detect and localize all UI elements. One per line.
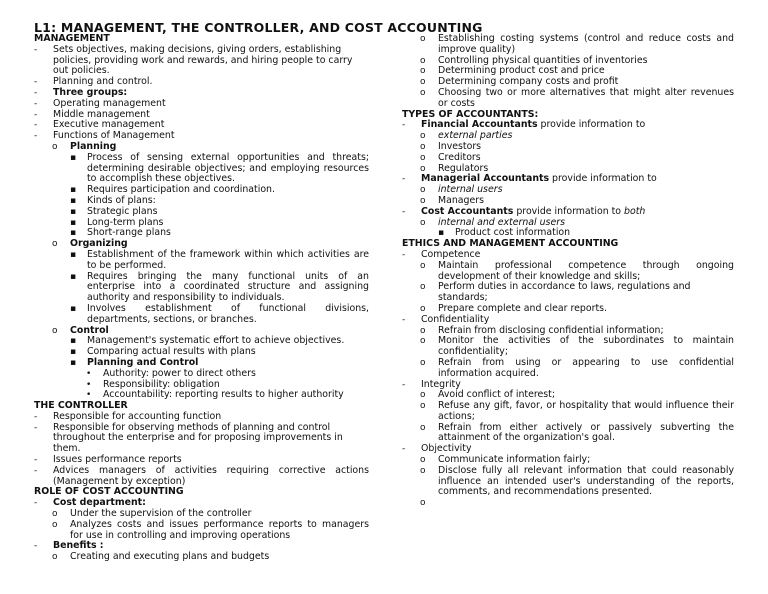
item-text: Planning and control. bbox=[53, 76, 153, 88]
circle-bullet: o bbox=[420, 282, 426, 293]
circle-bullet: o bbox=[420, 217, 426, 228]
list-item bbox=[402, 34, 734, 56]
circle-bullet: o bbox=[420, 465, 426, 476]
item-text: Involves establishment of functional divisions, departments, sections, or branches. bbox=[87, 302, 369, 325]
item-text: Benefits : bbox=[53, 540, 104, 552]
item-text: Establishment of the framework within which activities are to be performed. bbox=[87, 248, 369, 271]
item-text: Comparing actual results with plans bbox=[87, 346, 256, 358]
item-text: Operating management bbox=[53, 97, 166, 109]
item-text: Avoid conflict of interest; bbox=[438, 389, 555, 401]
dash-bullet: - bbox=[34, 109, 38, 120]
square-bullet: ▪ bbox=[70, 303, 77, 314]
item-text: Accountability: reporting results to higher authority bbox=[103, 389, 344, 401]
item-text: Determining product cost and price bbox=[438, 65, 605, 77]
item-text: ROLE OF COST ACCOUNTING bbox=[34, 486, 184, 498]
item-text: external parties bbox=[438, 130, 513, 142]
square-bullet: ▪ bbox=[70, 185, 77, 196]
dash-bullet: - bbox=[34, 87, 38, 98]
dash-bullet: - bbox=[34, 541, 38, 552]
item-text: Creditors bbox=[438, 151, 481, 163]
list-item bbox=[402, 466, 734, 498]
circle-bullet: o bbox=[52, 141, 58, 152]
item-text: Three groups: bbox=[53, 86, 128, 98]
item-text: Integrity bbox=[421, 378, 461, 390]
dash-bullet: - bbox=[402, 379, 406, 390]
list-item bbox=[34, 153, 369, 185]
list-item bbox=[402, 423, 734, 445]
right-column bbox=[402, 34, 734, 509]
item-text: Refrain from disclosing confidential information; bbox=[438, 324, 664, 336]
item-text: THE CONTROLLER bbox=[34, 400, 128, 412]
item-text: ETHICS AND MANAGEMENT ACCOUNTING bbox=[402, 238, 619, 250]
circle-bullet: o bbox=[420, 336, 426, 347]
item-text: Requires participation and coordination. bbox=[87, 184, 275, 196]
dash-bullet: - bbox=[34, 120, 38, 131]
dot-bullet: • bbox=[86, 390, 92, 401]
item-text: Investors bbox=[438, 140, 482, 152]
item-text: Establishing costing systems (control and reduce costs and improve quality) bbox=[438, 33, 734, 55]
circle-bullet: o bbox=[52, 552, 58, 563]
dot-bullet: • bbox=[86, 368, 92, 379]
dash-bullet: - bbox=[34, 44, 38, 55]
text-run: provide information to bbox=[513, 205, 625, 217]
list-item bbox=[402, 153, 734, 164]
list-item bbox=[34, 250, 369, 272]
dash-bullet: - bbox=[402, 314, 406, 325]
list-item bbox=[34, 196, 369, 207]
square-bullet: ▪ bbox=[438, 228, 445, 239]
circle-bullet: o bbox=[420, 152, 426, 163]
item-text: Executive management bbox=[53, 119, 165, 131]
item-text: Short-range plans bbox=[87, 227, 171, 239]
item-text: Monitor the activities of the subordinates to maintain confidentiality; bbox=[438, 335, 734, 358]
item-text: Choosing two or more alternatives that might alter revenues or costs bbox=[438, 86, 734, 109]
list-item bbox=[34, 347, 369, 358]
circle-bullet: o bbox=[420, 325, 426, 336]
item-text: Confidentiality bbox=[421, 313, 490, 325]
dash-bullet: - bbox=[34, 131, 38, 142]
circle-bullet: o bbox=[52, 325, 58, 336]
dash-bullet: - bbox=[34, 98, 38, 109]
circle-bullet: o bbox=[420, 163, 426, 174]
circle-bullet: o bbox=[420, 185, 426, 196]
circle-bullet: o bbox=[420, 401, 426, 412]
item-text: Process of sensing external opportunities and threats; determining desirable objectives; and employing resources to accomplish these objectives. bbox=[87, 151, 369, 185]
circle-bullet: o bbox=[420, 260, 426, 271]
circle-bullet: o bbox=[420, 422, 426, 433]
item-text: Perform duties in accordance to laws, regulations and standards; bbox=[438, 281, 691, 304]
list-item bbox=[34, 272, 369, 304]
item-text: Functions of Management bbox=[53, 130, 175, 142]
text-run: Managerial Accountants bbox=[421, 173, 550, 185]
text-run: Financial Accountants bbox=[421, 119, 538, 131]
dash-bullet: - bbox=[34, 455, 38, 466]
list-item bbox=[34, 218, 369, 229]
item-text: Determining company costs and profit bbox=[438, 76, 619, 88]
square-bullet: ▪ bbox=[70, 217, 77, 228]
item-text: Cost department: bbox=[53, 497, 146, 509]
list-item bbox=[34, 207, 369, 218]
square-bullet: ▪ bbox=[70, 206, 77, 217]
list-item bbox=[34, 185, 369, 196]
item-text: Middle management bbox=[53, 108, 150, 120]
circle-bullet: o bbox=[52, 239, 58, 250]
dash-bullet: - bbox=[402, 120, 406, 131]
item-text: Prepare complete and clear reports. bbox=[438, 302, 607, 314]
item-text: MANAGEMENT bbox=[34, 33, 110, 44]
circle-bullet: o bbox=[420, 77, 426, 88]
item-text: Issues performance reports bbox=[53, 454, 182, 466]
circle-bullet: o bbox=[420, 55, 426, 66]
item-text: Product cost information bbox=[455, 227, 571, 239]
item-text: Controlling physical quantities of inventories bbox=[438, 54, 648, 66]
item-text: Management's systematic effort to achieve objectives. bbox=[87, 335, 345, 347]
text-run: Cost Accountants bbox=[421, 205, 514, 217]
dash-bullet: - bbox=[34, 498, 38, 509]
item-text: Objectivity bbox=[421, 443, 472, 455]
item-text: Regulators bbox=[438, 162, 489, 174]
list-item bbox=[402, 88, 734, 110]
item-text: Refrain from either actively or passively subverting the attainment of the organization's goal. bbox=[438, 421, 734, 444]
square-bullet: ▪ bbox=[70, 228, 77, 239]
circle-bullet: o bbox=[420, 34, 426, 44]
dash-bullet: - bbox=[402, 206, 406, 217]
item-text: Responsible for accounting function bbox=[53, 410, 222, 422]
item-text: Responsible for observing methods of planning and control throughout the enterprise and for proposing improvements in them. bbox=[53, 421, 343, 455]
item-text: Refuse any gift, favor, or hospitality that would influence their actions; bbox=[438, 400, 734, 422]
item-text: Strategic plans bbox=[87, 205, 158, 217]
item-text: Kinds of plans: bbox=[87, 194, 156, 206]
list-item bbox=[402, 498, 734, 509]
dash-bullet: - bbox=[34, 465, 38, 476]
list-item bbox=[402, 315, 734, 326]
circle-bullet: o bbox=[420, 195, 426, 206]
circle-bullet: o bbox=[420, 498, 426, 509]
list-item bbox=[34, 552, 369, 563]
left-column bbox=[34, 34, 369, 563]
item-text: Competence bbox=[421, 248, 481, 260]
circle-bullet: o bbox=[420, 87, 426, 98]
item-text: Authority: power to direct others bbox=[103, 367, 256, 379]
item-text: Disclose fully all relevant information that could reasonably influence an intended user's understanding of the reports, comments, and recommendations presented. bbox=[438, 464, 734, 498]
circle-bullet: o bbox=[420, 455, 426, 466]
circle-bullet: o bbox=[420, 303, 426, 314]
item-text: Advices managers of activities requiring corrective actions (Management by exception) bbox=[53, 464, 369, 487]
item-text: Under the supervision of the controller bbox=[70, 508, 252, 520]
dash-bullet: - bbox=[34, 422, 38, 433]
circle-bullet: o bbox=[420, 357, 426, 368]
list-item bbox=[402, 207, 734, 218]
list-item bbox=[402, 358, 734, 380]
document-title: L1: MANAGEMENT, THE CONTROLLER, AND COST ACCOUNTING bbox=[34, 20, 483, 35]
list-item bbox=[402, 401, 734, 423]
item-text: Organizing bbox=[70, 238, 128, 250]
circle-bullet: o bbox=[420, 131, 426, 142]
list-item bbox=[402, 336, 734, 358]
square-bullet: ▪ bbox=[70, 195, 77, 206]
square-bullet: ▪ bbox=[70, 249, 77, 260]
square-bullet: ▪ bbox=[70, 336, 77, 347]
item-text: Refrain from using or appearing to use confidential information acquired. bbox=[438, 356, 734, 379]
list-item bbox=[34, 520, 369, 542]
item-text bbox=[421, 207, 734, 218]
dash-bullet: - bbox=[402, 444, 406, 455]
list-item bbox=[402, 282, 734, 304]
dash-bullet: - bbox=[34, 411, 38, 422]
list-item bbox=[34, 466, 369, 488]
square-bullet: ▪ bbox=[70, 357, 77, 368]
item-text: Analyzes costs and issues performance reports to managers for use in controlling and improving operations bbox=[70, 518, 369, 541]
item-text: Communicate information fairly; bbox=[438, 454, 591, 466]
item-text: internal and external users bbox=[438, 216, 565, 228]
circle-bullet: o bbox=[52, 519, 58, 530]
item-text: Managers bbox=[438, 194, 484, 206]
list-item bbox=[34, 423, 369, 455]
item-text: Creating and executing plans and budgets bbox=[70, 551, 270, 563]
item-text: internal users bbox=[438, 184, 503, 196]
text-run: both bbox=[624, 205, 646, 217]
list-item bbox=[34, 304, 369, 326]
item-text: Planning and Control bbox=[87, 356, 199, 368]
circle-bullet: o bbox=[420, 141, 426, 152]
item-text bbox=[438, 498, 734, 509]
item-text: Responsibility: obligation bbox=[103, 378, 220, 390]
circle-bullet: o bbox=[52, 509, 58, 520]
item-text: Requires bringing the many functional units of an enterprise into a coordinated structure and assigning authority and responsibility to individuals. bbox=[87, 270, 369, 304]
item-text: Sets objectives, making decisions, giving orders, establishing policies, providing work and rewards, and hiring people to carry out policies. bbox=[53, 43, 353, 77]
item-text: TYPES OF ACCOUNTANTS: bbox=[402, 108, 539, 120]
dash-bullet: - bbox=[402, 174, 406, 185]
dash-bullet: - bbox=[34, 77, 38, 88]
text-run: provide information to bbox=[537, 119, 646, 131]
list-item bbox=[402, 261, 734, 283]
dash-bullet: - bbox=[402, 249, 406, 260]
square-bullet: ▪ bbox=[70, 347, 77, 358]
item-text: Planning bbox=[70, 140, 117, 152]
circle-bullet: o bbox=[420, 66, 426, 77]
text-run: provide information to bbox=[549, 173, 657, 185]
square-bullet: ▪ bbox=[70, 152, 77, 163]
list-item bbox=[34, 369, 369, 380]
circle-bullet: o bbox=[420, 390, 426, 401]
dot-bullet: • bbox=[86, 379, 92, 390]
item-text: Long-term plans bbox=[87, 216, 164, 228]
square-bullet: ▪ bbox=[70, 271, 77, 282]
item-text: Maintain professional competence through ongoing development of their knowledge and skills; bbox=[438, 259, 734, 282]
item-text: Control bbox=[70, 324, 109, 336]
list-item bbox=[34, 45, 369, 77]
list-item bbox=[34, 99, 369, 110]
